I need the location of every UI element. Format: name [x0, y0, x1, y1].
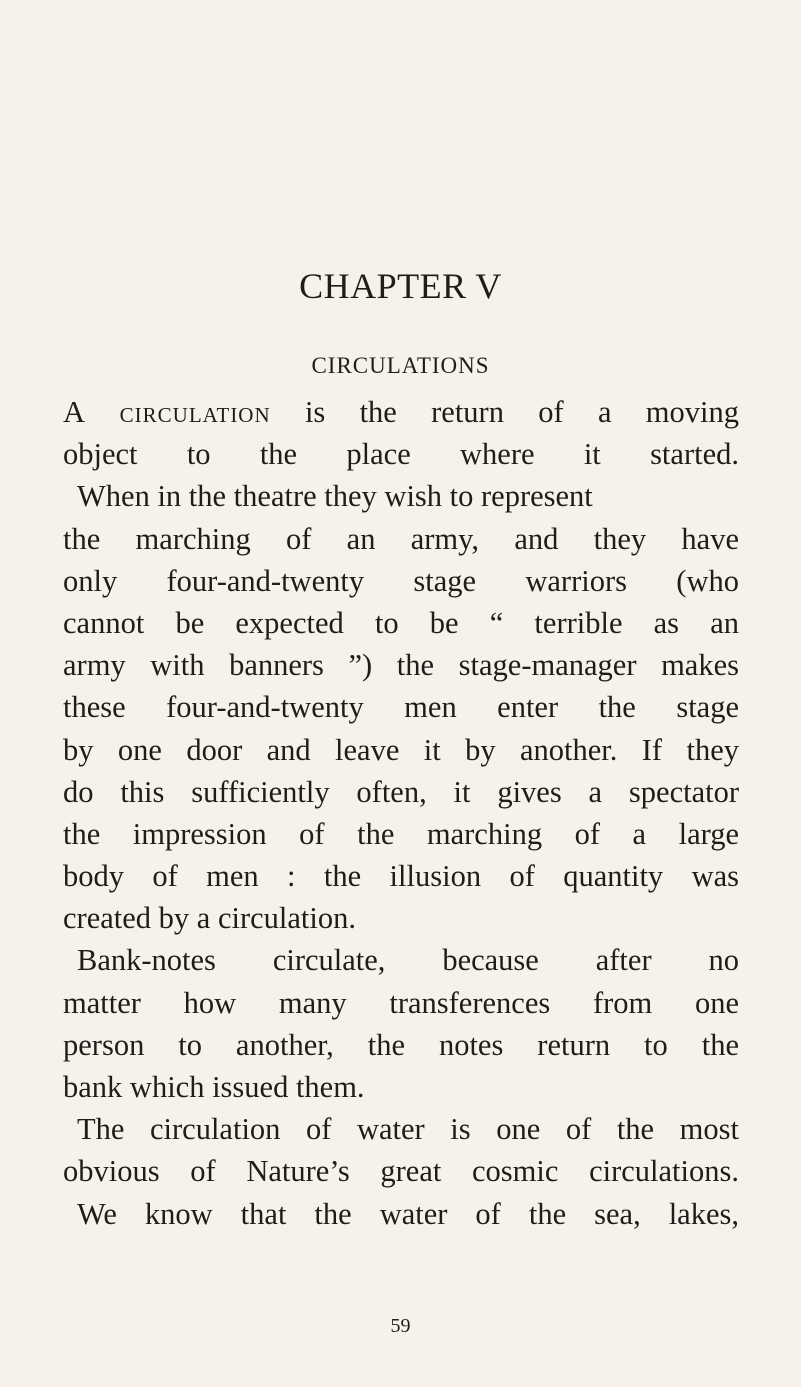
text-line [63, 391, 739, 433]
text-line: the impression of the marching of a large [63, 816, 739, 851]
text-line: created by a circulation. [63, 901, 356, 936]
text-line: cannot be expected to be “ terrible as an [63, 605, 739, 640]
text-line: bank which issued them. [63, 1070, 365, 1104]
text-line: army with banners ”) the stage-manager makes [63, 648, 739, 683]
page-number: 59 [390, 1315, 411, 1337]
chapter-heading: CHAPTER V [299, 266, 502, 306]
text-line: object to the place where it started. [63, 437, 739, 472]
text-line: these four-and-twenty men enter the stage [63, 690, 739, 725]
text-line: only four-and-twenty stage warriors (who [63, 563, 739, 598]
text-line: We know that the water of the sea, lakes, [77, 1196, 739, 1231]
text-line-rest: is the return of a moving [270, 395, 739, 429]
body-text [63, 391, 739, 1235]
text-line: do this sufficiently often, it gives a spectator [63, 774, 739, 809]
chapter-title: CIRCULATIONS [311, 353, 490, 378]
text-line: person to another, the notes return to the [63, 1027, 739, 1062]
lead-smallcaps: A circulation [63, 395, 271, 429]
text-line: by one door and leave it by another. If they [63, 732, 739, 767]
text-line: matter how many transferences from one [63, 985, 739, 1020]
text-line: the marching of an army, and they have [63, 521, 739, 556]
text-line: The circulation of water is one of the most [77, 1112, 739, 1147]
text-line: obvious of Nature’s great cosmic circulations. [63, 1154, 739, 1189]
text-line: body of men : the illusion of quantity was [63, 859, 739, 894]
text-line: Bank-notes circulate, because after no [77, 943, 739, 978]
text-line: When in the theatre they wish to represent [77, 479, 593, 514]
